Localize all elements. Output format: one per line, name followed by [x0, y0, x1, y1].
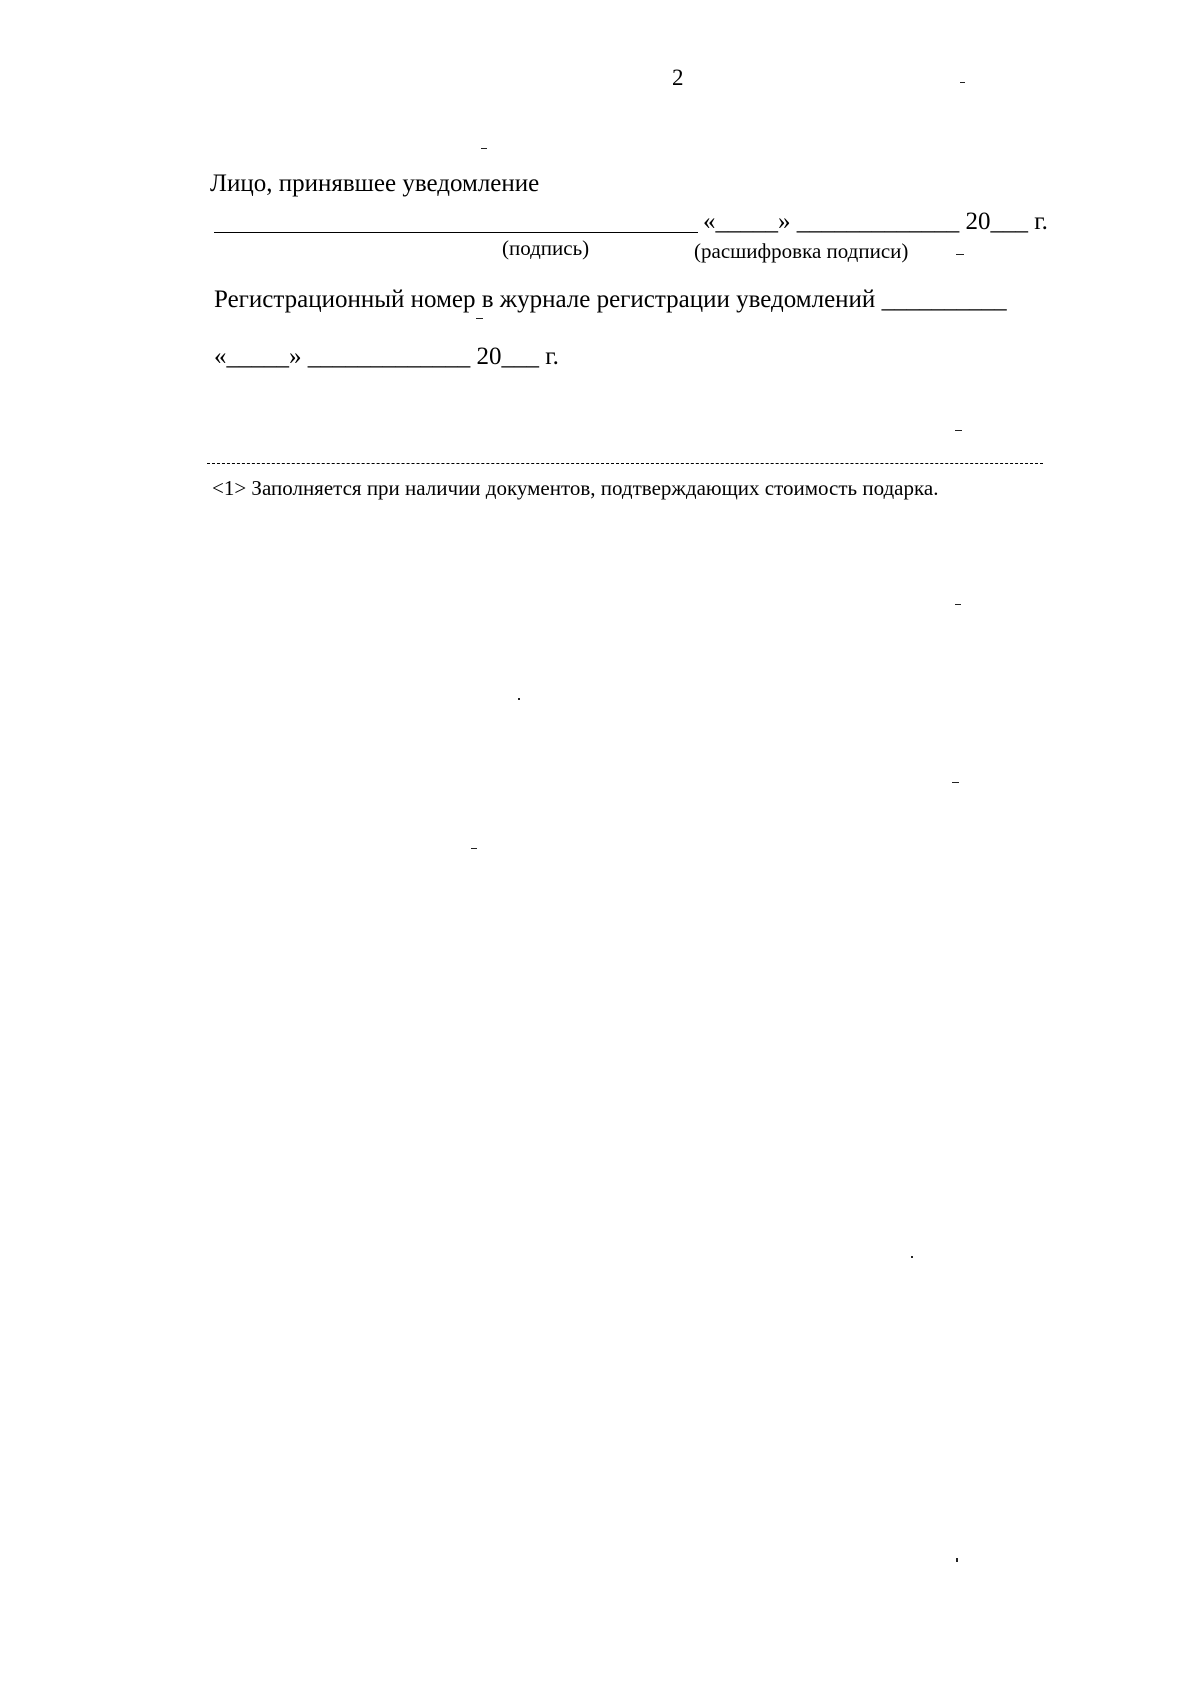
signature-date-line: «_____» _____________ 20___ г. — [703, 208, 1048, 235]
scan-speck — [952, 782, 959, 783]
scan-speck — [956, 254, 964, 255]
scan-speck — [955, 604, 961, 605]
scan-speck — [518, 698, 520, 700]
signature-line — [214, 232, 698, 233]
scan-speck — [476, 318, 483, 319]
signature-decode-label: (расшифровка подписи) — [694, 239, 909, 263]
receiver-heading: Лицо, принявшее уведомление — [210, 170, 540, 197]
scan-speck — [960, 82, 965, 83]
signature-label: (подпись) — [502, 236, 590, 260]
scan-speck — [481, 148, 487, 149]
page-number: 2 — [672, 65, 684, 90]
registration-date-line: «_____» _____________ 20___ г. — [214, 343, 559, 370]
scan-speck — [955, 430, 962, 431]
registration-number-line: Регистрационный номер в журнале регистрации уведомлений __________ — [214, 286, 1007, 313]
footnote-separator — [207, 463, 1043, 464]
scan-speck — [911, 1256, 913, 1258]
scan-speck — [956, 1558, 958, 1562]
footnote-text: <1> Заполняется при наличии документов, подтверждающих стоимость подарка. — [212, 476, 939, 500]
scan-speck — [471, 848, 477, 849]
